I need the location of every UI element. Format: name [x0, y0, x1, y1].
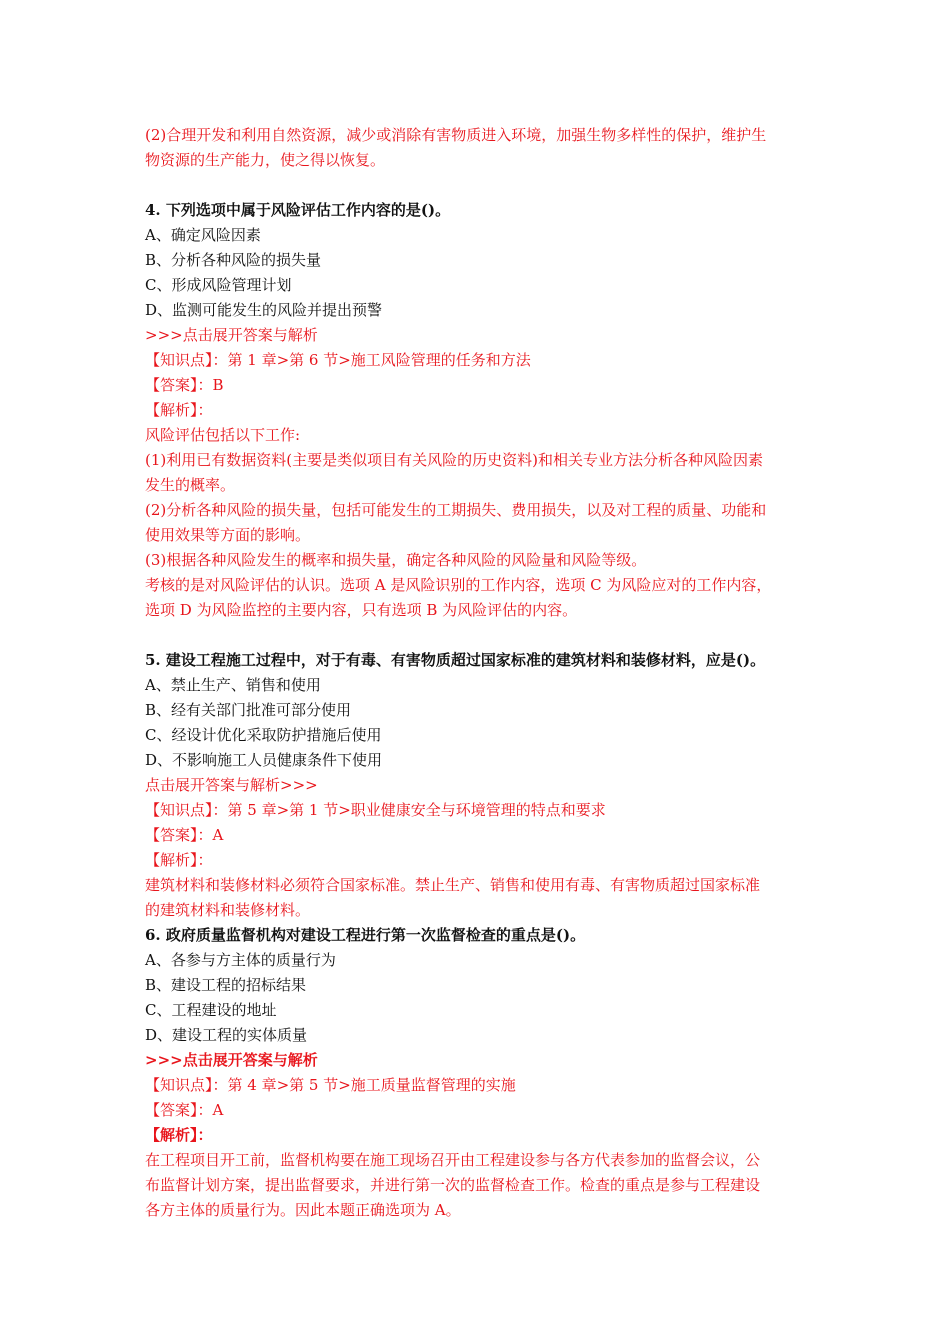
option-c: C、经设计优化采取防护措施后使用: [145, 726, 382, 744]
option-c: C、工程建设的地址: [145, 1001, 277, 1019]
option-b: B、经有关部门批准可部分使用: [145, 701, 352, 719]
question-4-title: 4. 下列选项中属于风险评估工作内容的是()。: [145, 201, 451, 219]
analysis-label: 【解析】：: [145, 851, 213, 869]
question-5-title: 5. 建设工程施工过程中，对于有毒、有害物质超过国家标准的建筑材料和装修材料，应是()。: [145, 651, 766, 669]
analysis-label: 【解析】：: [145, 401, 213, 419]
question-5: [145, 648, 807, 923]
intro-line: 物资源的生产能力，使之得以恢复。: [145, 151, 386, 169]
option-d: D、监测可能发生的风险并提出预警: [145, 301, 383, 319]
analysis-line: 风险评估包括以下工作:: [145, 426, 301, 444]
option-a: A、各参与方主体的质量行为: [145, 951, 336, 969]
analysis-line: 选项 D 为风险监控的主要内容，只有选项 B 为风险评估的内容。: [145, 601, 578, 619]
intro-line: (2)合理开发和利用自然资源，减少或消除有害物质进入环境，加强生物多样性的保护，维护生: [145, 126, 767, 144]
option-d: D、建设工程的实体质量: [145, 1026, 308, 1044]
analysis-line: (1)利用已有数据资料(主要是类似项目有关风险的历史资料)和相关专业方法分析各种风险因素: [145, 451, 763, 469]
answer: 【答案】：B: [145, 376, 224, 394]
analysis-line: (2)分析各种风险的损失量，包括可能发生的工期损失、费用损失，以及对工程的质量、功能和: [145, 501, 767, 519]
analysis-line: 各方主体的质量行为。因此本题正确选项为 A。: [145, 1201, 461, 1219]
expand-answer-link[interactable]: >>>点击展开答案与解析: [145, 1051, 318, 1069]
analysis-line: 发生的概率。: [145, 476, 236, 494]
analysis-line: 使用效果等方面的影响。: [145, 526, 311, 544]
option-a: A、确定风险因素: [145, 226, 261, 244]
answer: 【答案】：A: [145, 1101, 224, 1119]
option-b: B、建设工程的招标结果: [145, 976, 307, 994]
knowledge-point: 【知识点】：第 4 章>第 5 节>施工质量监督管理的实施: [145, 1076, 516, 1094]
question-4: [145, 198, 807, 623]
knowledge-point: 【知识点】：第 1 章>第 6 节>施工风险管理的任务和方法: [145, 351, 531, 369]
analysis-line: 的建筑材料和装修材料。: [145, 901, 311, 919]
knowledge-point: 【知识点】：第 5 章>第 1 节>职业健康安全与环境管理的特点和要求: [145, 801, 606, 819]
answer: 【答案】：A: [145, 826, 224, 844]
expand-answer-link[interactable]: >>>点击展开答案与解析: [145, 326, 318, 344]
analysis-line: 建筑材料和装修材料必须符合国家标准。禁止生产、销售和使用有毒、有害物质超过国家标准: [145, 876, 761, 894]
option-d: D、不影响施工人员健康条件下使用: [145, 751, 383, 769]
analysis-line: 在工程项目开工前，监督机构要在施工现场召开由工程建设参与各方代表参加的监督会议，公: [145, 1151, 761, 1169]
analysis-line: (3)根据各种风险发生的概率和损失量，确定各种风险的风险量和风险等级。: [145, 551, 647, 569]
analysis-line: 考核的是对风险评估的认识。选项 A 是风险识别的工作内容，选项 C 为风险应对的工作内容，: [145, 576, 772, 594]
document-page: [145, 123, 807, 1223]
option-a: A、禁止生产、销售和使用: [145, 676, 321, 694]
question-6: [145, 923, 807, 1223]
option-b: B、分析各种风险的损失量: [145, 251, 322, 269]
analysis-label: 【解析】：: [145, 1126, 213, 1144]
option-c: C、形成风险管理计划: [145, 276, 292, 294]
analysis-line: 布监督计划方案，提出监督要求，并进行第一次的监督检查工作。检查的重点是参与工程建设: [145, 1176, 761, 1194]
expand-answer-link[interactable]: 点击展开答案与解析>>>: [145, 776, 318, 794]
question-6-title: 6. 政府质量监督机构对建设工程进行第一次监督检查的重点是()。: [145, 926, 586, 944]
